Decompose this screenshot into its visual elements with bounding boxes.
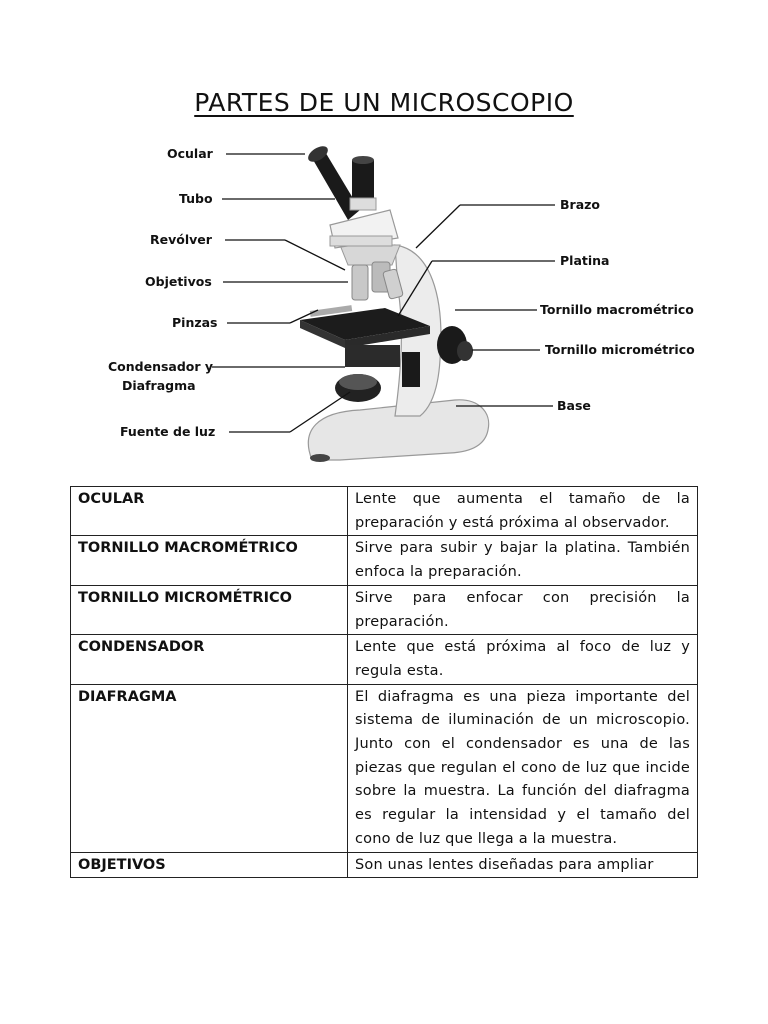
part-name: CONDENSADOR	[71, 635, 348, 684]
objective-1	[352, 265, 368, 300]
fine-knob	[457, 341, 473, 361]
part-name: OCULAR	[71, 487, 348, 536]
part-definition: Son unas lentes diseñadas para ampliar	[348, 852, 698, 878]
label-fuente-de-luz: Fuente de luz	[120, 424, 216, 439]
label-ocular: Ocular	[167, 146, 213, 161]
table-row	[71, 635, 698, 684]
label-tornillo-micrometrico: Tornillo micrométrico	[545, 342, 695, 357]
table-row	[71, 852, 698, 878]
label-platina: Platina	[560, 253, 610, 268]
part-definition: Lente que está próxima al foco de luz y regula esta.	[348, 635, 698, 684]
part-name: OBJETIVOS	[71, 852, 348, 878]
revolver	[340, 245, 400, 265]
page-title: PARTES DE UN MICROSCOPIO	[194, 88, 574, 117]
part-definition: Sirve para enfocar con precisión la preparación.	[348, 585, 698, 634]
part-definition: Lente que aumenta el tamaño de la preparación y está próxima al observador.	[348, 487, 698, 536]
table-row	[71, 487, 698, 536]
label-tubo: Tubo	[179, 191, 213, 206]
label-base: Base	[557, 398, 591, 413]
label-pinzas: Pinzas	[172, 315, 218, 330]
label-revolver: Revólver	[150, 232, 212, 247]
label-condensador-line2: Diafragma	[122, 378, 196, 393]
label-condensador-line1: Condensador y	[108, 359, 214, 374]
parts-table	[70, 486, 698, 878]
part-name: TORNILLO MICROMÉTRICO	[71, 585, 348, 634]
table-row	[71, 536, 698, 585]
table-row	[71, 684, 698, 852]
label-tornillo-macrometrico: Tornillo macrométrico	[540, 302, 694, 317]
microscope-diagram	[0, 130, 768, 475]
part-name: DIAFRAGMA	[71, 684, 348, 852]
label-objetivos: Objetivos	[145, 274, 212, 289]
table-row	[71, 585, 698, 634]
label-brazo: Brazo	[560, 197, 600, 212]
condenser-block	[345, 345, 400, 367]
microscope-illustration	[0, 130, 768, 475]
second-eyepiece	[352, 160, 374, 200]
part-name: TORNILLO MACROMÉTRICO	[71, 536, 348, 585]
part-definition: Sirve para subir y bajar la platina. También enfoca la preparación.	[348, 536, 698, 585]
part-definition: El diafragma es una pieza importante del sistema de iluminación de un microscopio. Junto con el condensador es una de las piezas que regulan el cono de luz que incide sobre la muestra. La función del diafragma es regular la intensidad y el tamaño del cono de luz que llega a la muestra.	[348, 684, 698, 852]
